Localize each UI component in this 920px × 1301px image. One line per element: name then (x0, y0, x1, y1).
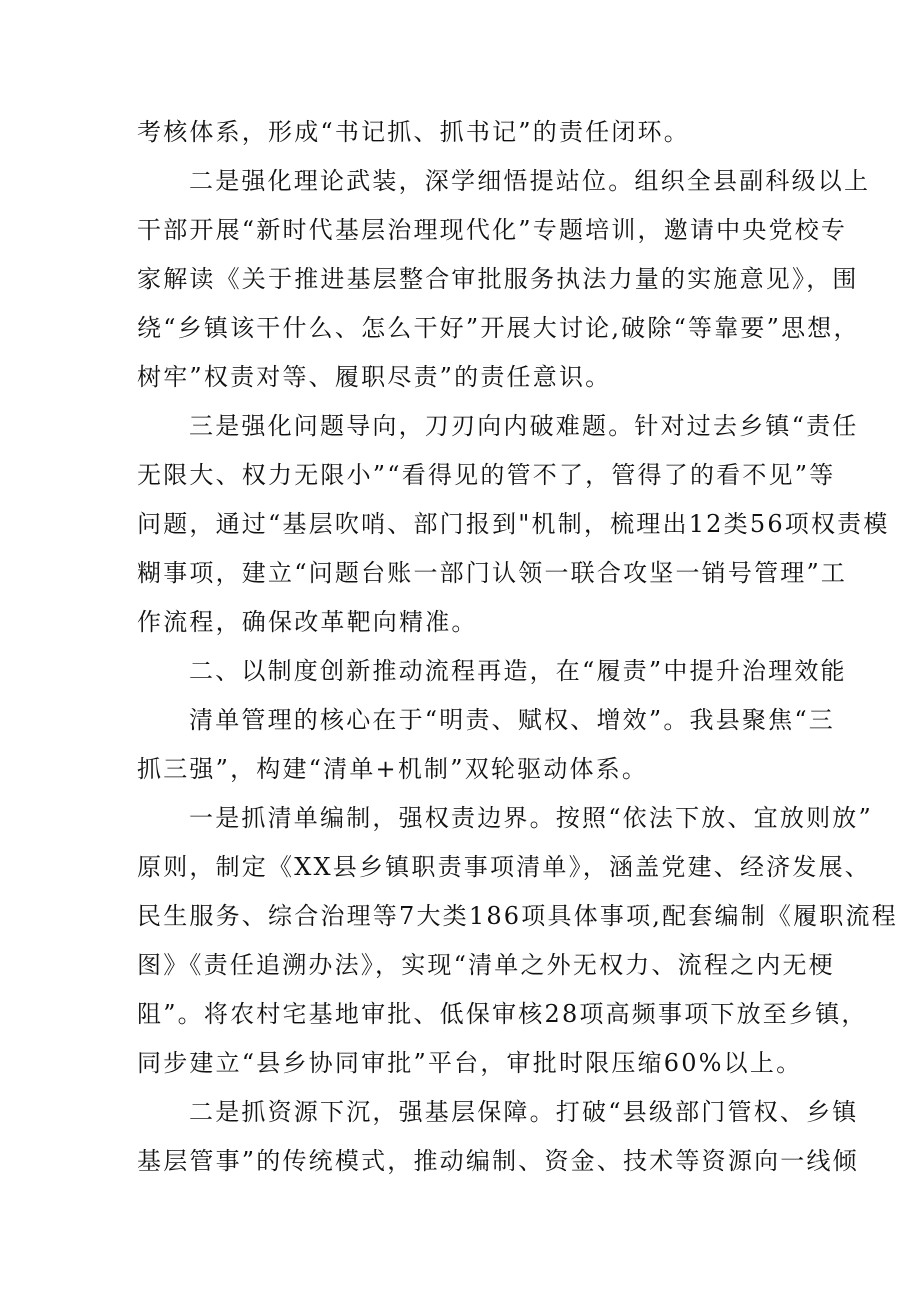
text-line: 清单管理的核心在于“明责、赋权、增效”。我县聚焦“三 (189, 706, 836, 734)
text-line: 二是抓资源下沉，强基层保障。打破“县级部门管权、乡镇 (189, 1098, 859, 1126)
text-line: 三是强化问题导向，刀刃向内破难题。针对过去乡镇“责任 (189, 412, 859, 440)
text-line: 二是强化理论武装，深学细悟提站位。组织全县副科级以上 (189, 167, 871, 195)
text-line: 绕“乡镇该干什么、怎么干好”开展大讨论,破除“等靠要”思想， (137, 314, 860, 342)
paragraph (137, 794, 898, 1088)
paragraph (137, 696, 836, 794)
section-heading (137, 647, 847, 696)
text-line: 家解读《关于推进基层整合审批服务执法力量的实施意见》，围 (137, 265, 859, 293)
text-line: 民生服务、综合治理等7大类186项具体事项,配套编制《履职流程 (137, 902, 898, 930)
text-line: 问题，通过“基层吹哨、部门报到"机制，梳理出12类56项权责模 (137, 510, 890, 538)
paragraph (137, 1088, 859, 1186)
text-line: 糊事项，建立“问题台账一部门认领一联合攻坚一销号管理”工 (137, 559, 848, 587)
text-line: 原则，制定《XX县乡镇职责事项清单》，涵盖党建、经济发展、 (137, 853, 871, 881)
document-body (137, 108, 898, 1186)
paragraph (137, 402, 890, 647)
text-line: 阻”。将农村宅基地审批、低保审核28项高频事项下放至乡镇， (137, 1000, 868, 1028)
text-line: 无限大、权力无限小”“看得见的管不了，管得了的看不见”等 (137, 461, 836, 489)
paragraph (137, 108, 787, 157)
text-line: 基层管事”的传统模式，推动编制、资金、技术等资源向一线倾 (137, 1147, 859, 1175)
text-line: 一是抓清单编制，强权责边界。按照“依法下放、宜放则放” (189, 804, 873, 832)
text-line: 二、以制度创新推动流程再造，在“履责”中提升治理效能 (189, 657, 847, 685)
text-line: 干部开展“新时代基层治理现代化”专题培训，邀请中央党校专 (137, 216, 848, 244)
text-line: 树牢”权责对等、履职尽责”的责任意识。 (137, 363, 612, 391)
text-line: 考核体系，形成“书记抓、抓书记”的责任闭环。 (137, 118, 690, 146)
text-line: 图》《责任追溯办法》，实现“清单之外无权力、流程之内无梗 (137, 951, 835, 979)
text-line: 同步建立“县乡协同审批”平台，审批时限压缩60%以上。 (137, 1049, 803, 1077)
text-line: 抓三强”，构建“清单+机制”双轮驱动体系。 (137, 755, 649, 783)
paragraph (137, 157, 871, 402)
text-line: 作流程，确保改革靶向精准。 (137, 608, 478, 636)
